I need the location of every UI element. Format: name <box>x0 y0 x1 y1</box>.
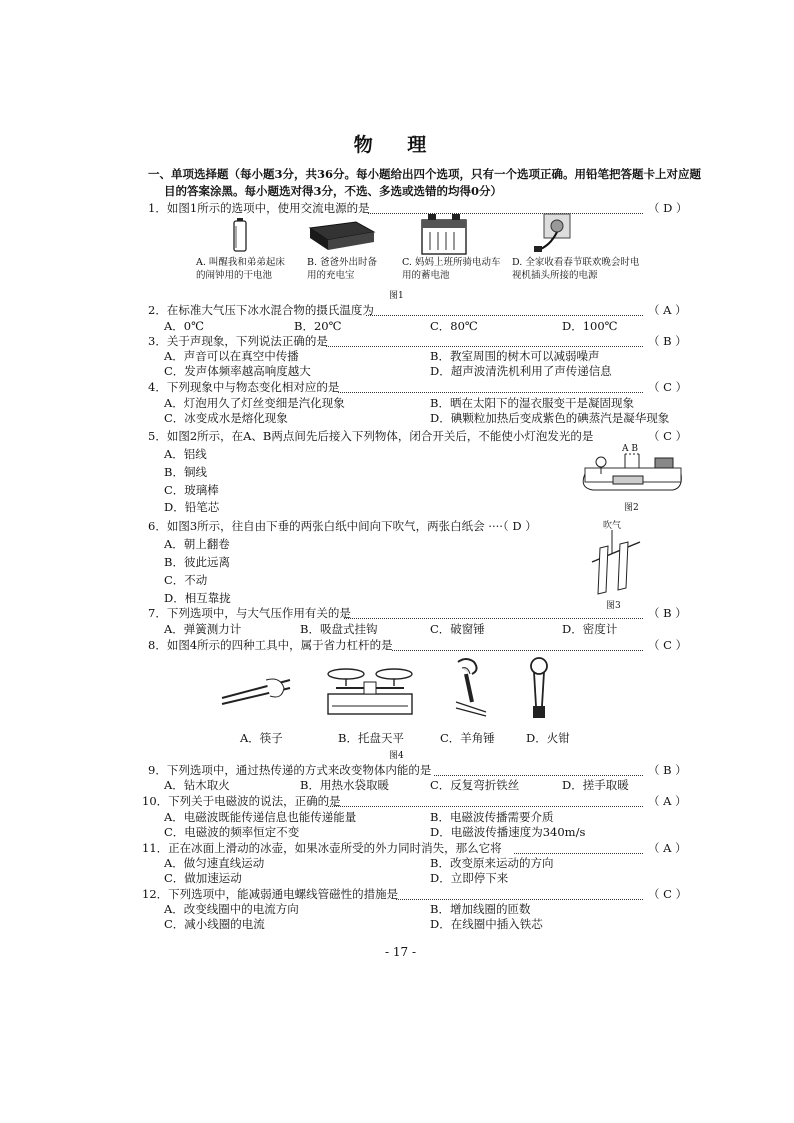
q1-caption-a: A. 叫醒我和弟弟起床 的闹钟用的干电池 <box>196 257 285 281</box>
fire-tongs-icon <box>524 656 554 720</box>
figure-4-label: 图4 <box>389 751 404 761</box>
q10-stem: 10．下列关于电磁波的说法，正确的是 <box>142 794 341 808</box>
q10-option-b: B．电磁波传播需要介质 <box>430 810 554 824</box>
wall-socket-plug-icon <box>530 210 576 256</box>
q9-answer: （ B ） <box>648 763 687 777</box>
q10-answer: （ A ） <box>648 794 687 808</box>
page-title: 物 理 <box>353 134 441 156</box>
q3-option-a: A．声音可以在真空中传播 <box>164 349 299 363</box>
q2-option-d: D．100℃ <box>562 319 618 333</box>
q1-caption-b: B. 爸爸外出时备 用的充电宝 <box>307 257 378 281</box>
section-header-line2: 目的答案涂黑。每小题选对得3分，不选、多选或选错的均得0分） <box>164 184 502 198</box>
q2-stem: 2．在标准大气压下冰水混合物的摄氏温度为 <box>148 303 374 317</box>
q6-option-b: B．彼此远离 <box>164 555 230 569</box>
power-bank-icon <box>306 218 378 254</box>
q7-option-d: D．密度计 <box>562 622 618 636</box>
q9-option-b: B．用热水袋取暖 <box>300 778 389 792</box>
q6-option-a: A．朝上翻卷 <box>164 537 230 551</box>
q8-label-a: A．筷子 <box>240 731 283 745</box>
q3-option-b: B．教室周围的树木可以减弱噪声 <box>430 349 600 363</box>
leader-dots <box>396 899 643 900</box>
q9-option-c: C．反复弯折铁丝 <box>430 778 520 792</box>
q5-stem: 5．如图2所示，在A、B两点间先后接入下列物体，闭合开关后，不能使小灯泡发光的是 <box>148 429 594 443</box>
chopsticks-icon <box>222 672 294 712</box>
q8-label-d: D．火钳 <box>526 731 570 745</box>
q3-answer: （ B ） <box>648 334 687 348</box>
q10-option-d: D．电磁波传播速度为340m/s <box>430 825 586 839</box>
leader-dots <box>338 392 643 393</box>
q12-answer: （ C ） <box>648 887 688 901</box>
q11-option-b: B．改变原来运动的方向 <box>430 856 554 870</box>
q1-caption-c: C. 妈妈上班所骑电动车 用的蓄电池 <box>402 257 501 281</box>
q5-option-b: B．铜线 <box>164 465 207 479</box>
q6-option-d: D．相互靠拢 <box>164 591 231 605</box>
leader-dots <box>344 618 643 619</box>
q12-option-c: C．减小线圈的电流 <box>164 917 265 931</box>
leader-dots <box>514 853 643 854</box>
leader-dots <box>366 315 643 316</box>
balance-scale-icon <box>322 662 418 720</box>
figure-1-label: 图1 <box>389 291 404 301</box>
q12-option-d: D．在线圈中插入铁芯 <box>430 917 543 931</box>
leader-dots <box>392 650 643 651</box>
q11-option-a: A．做匀速直线运动 <box>164 856 265 870</box>
car-battery-icon <box>418 210 470 258</box>
q1-answer: （ D ） <box>648 201 688 215</box>
battery-icon <box>230 218 252 254</box>
figure-3-blow-label: 吹气 <box>603 521 622 531</box>
q4-stem: 4．下列现象中与物态变化相对应的是 <box>148 380 340 394</box>
q12-option-b: B．增加线圈的匝数 <box>430 902 531 916</box>
q5-option-d: D．铅笔芯 <box>164 500 220 514</box>
leader-dots <box>368 213 643 214</box>
q1-stem: 1．如图1所示的选项中，使用交流电源的是 <box>148 201 370 215</box>
q3-stem: 3．关于声现象，下列说法正确的是 <box>148 334 328 348</box>
q9-option-a: A．钻木取火 <box>164 778 230 792</box>
q3-option-d: D．超声波清洗机利用了声传递信息 <box>430 364 612 378</box>
q9-option-d: D．搓手取暖 <box>562 778 629 792</box>
q7-answer: （ B ） <box>648 606 687 620</box>
leader-dots <box>328 806 643 807</box>
q4-option-b: B．晒在太阳下的湿衣服变干是凝固现象 <box>430 396 634 410</box>
q9-stem: 9．下列选项中，通过热传递的方式来改变物体内能的是 <box>148 763 432 777</box>
q11-option-c: C．做加速运动 <box>164 871 242 885</box>
hanging-paper-figure <box>592 528 642 598</box>
q7-stem: 7．下列选项中，与大气压作用有关的是 <box>148 606 351 620</box>
leader-dots <box>434 775 643 776</box>
q2-option-a: A．0℃ <box>164 319 204 333</box>
q5-answer: （ C ） <box>648 429 688 443</box>
q6-option-c: C．不动 <box>164 573 208 587</box>
q10-option-c: C．电磁波的频率恒定不变 <box>164 825 300 839</box>
page-number: - 17 - <box>385 945 417 959</box>
q2-answer: （ A ） <box>648 303 687 317</box>
q8-label-b: B．托盘天平 <box>338 731 404 745</box>
q6-stem: 6．如图3所示，往自由下垂的两张白纸中间向下吹气，两张白纸会 ····（ D ） <box>148 519 537 533</box>
q4-option-c: C．冰变成水是熔化现象 <box>164 411 288 425</box>
q5-option-c: C．玻璃棒 <box>164 483 219 497</box>
q11-option-d: D．立即停下来 <box>430 871 509 885</box>
figure-3-label: 图3 <box>606 601 621 611</box>
q12-stem: 12．下列选项中，能减弱通电螺线管磁性的措施是 <box>142 887 399 901</box>
q5-option-a: A．铝线 <box>164 447 207 461</box>
q8-answer: （ C ） <box>648 638 688 652</box>
q10-option-a: A．电磁波既能传递信息也能传递能量 <box>164 810 357 824</box>
claw-hammer-icon <box>452 656 488 720</box>
q2-option-c: C．80℃ <box>430 319 478 333</box>
q7-option-c: C．破窗锤 <box>430 622 485 636</box>
q7-option-a: A．弹簧测力计 <box>164 622 242 636</box>
q7-option-b: B．吸盘式挂钩 <box>300 622 378 636</box>
q3-option-c: C．发声体频率越高响度越大 <box>164 364 311 378</box>
q8-stem: 8．如图4所示的四种工具中，属于省力杠杆的是 <box>148 638 393 652</box>
q4-answer: （ C ） <box>648 380 688 394</box>
q11-stem: 11．正在冰面上滑动的冰壶，如果冰壶所受的外力同时消失，那么它将 <box>142 841 502 855</box>
q11-answer: （ A ） <box>648 841 687 855</box>
q4-option-a: A．灯泡用久了灯丝变细是汽化现象 <box>164 396 345 410</box>
q2-option-b: B．20℃ <box>294 319 342 333</box>
q8-label-c: C．羊角锤 <box>440 731 495 745</box>
figure-2-ab-label: A B <box>622 444 638 454</box>
leader-dots <box>326 346 643 347</box>
figure-2-label: 图2 <box>624 503 639 513</box>
q4-option-d: D．碘颗粒加热后变成紫色的碘蒸汽是凝华现象 <box>430 411 670 425</box>
q12-option-a: A．改变线圈中的电流方向 <box>164 902 299 916</box>
q1-caption-d: D. 全家收看春节联欢晚会时电 视机插头所接的电源 <box>512 257 640 281</box>
section-header-line1: 一、单项选择题（每小题3分，共36分。每小题给出四个选项，只有一个选项正确。用铅笔把答题卡上对应题 <box>148 167 701 181</box>
